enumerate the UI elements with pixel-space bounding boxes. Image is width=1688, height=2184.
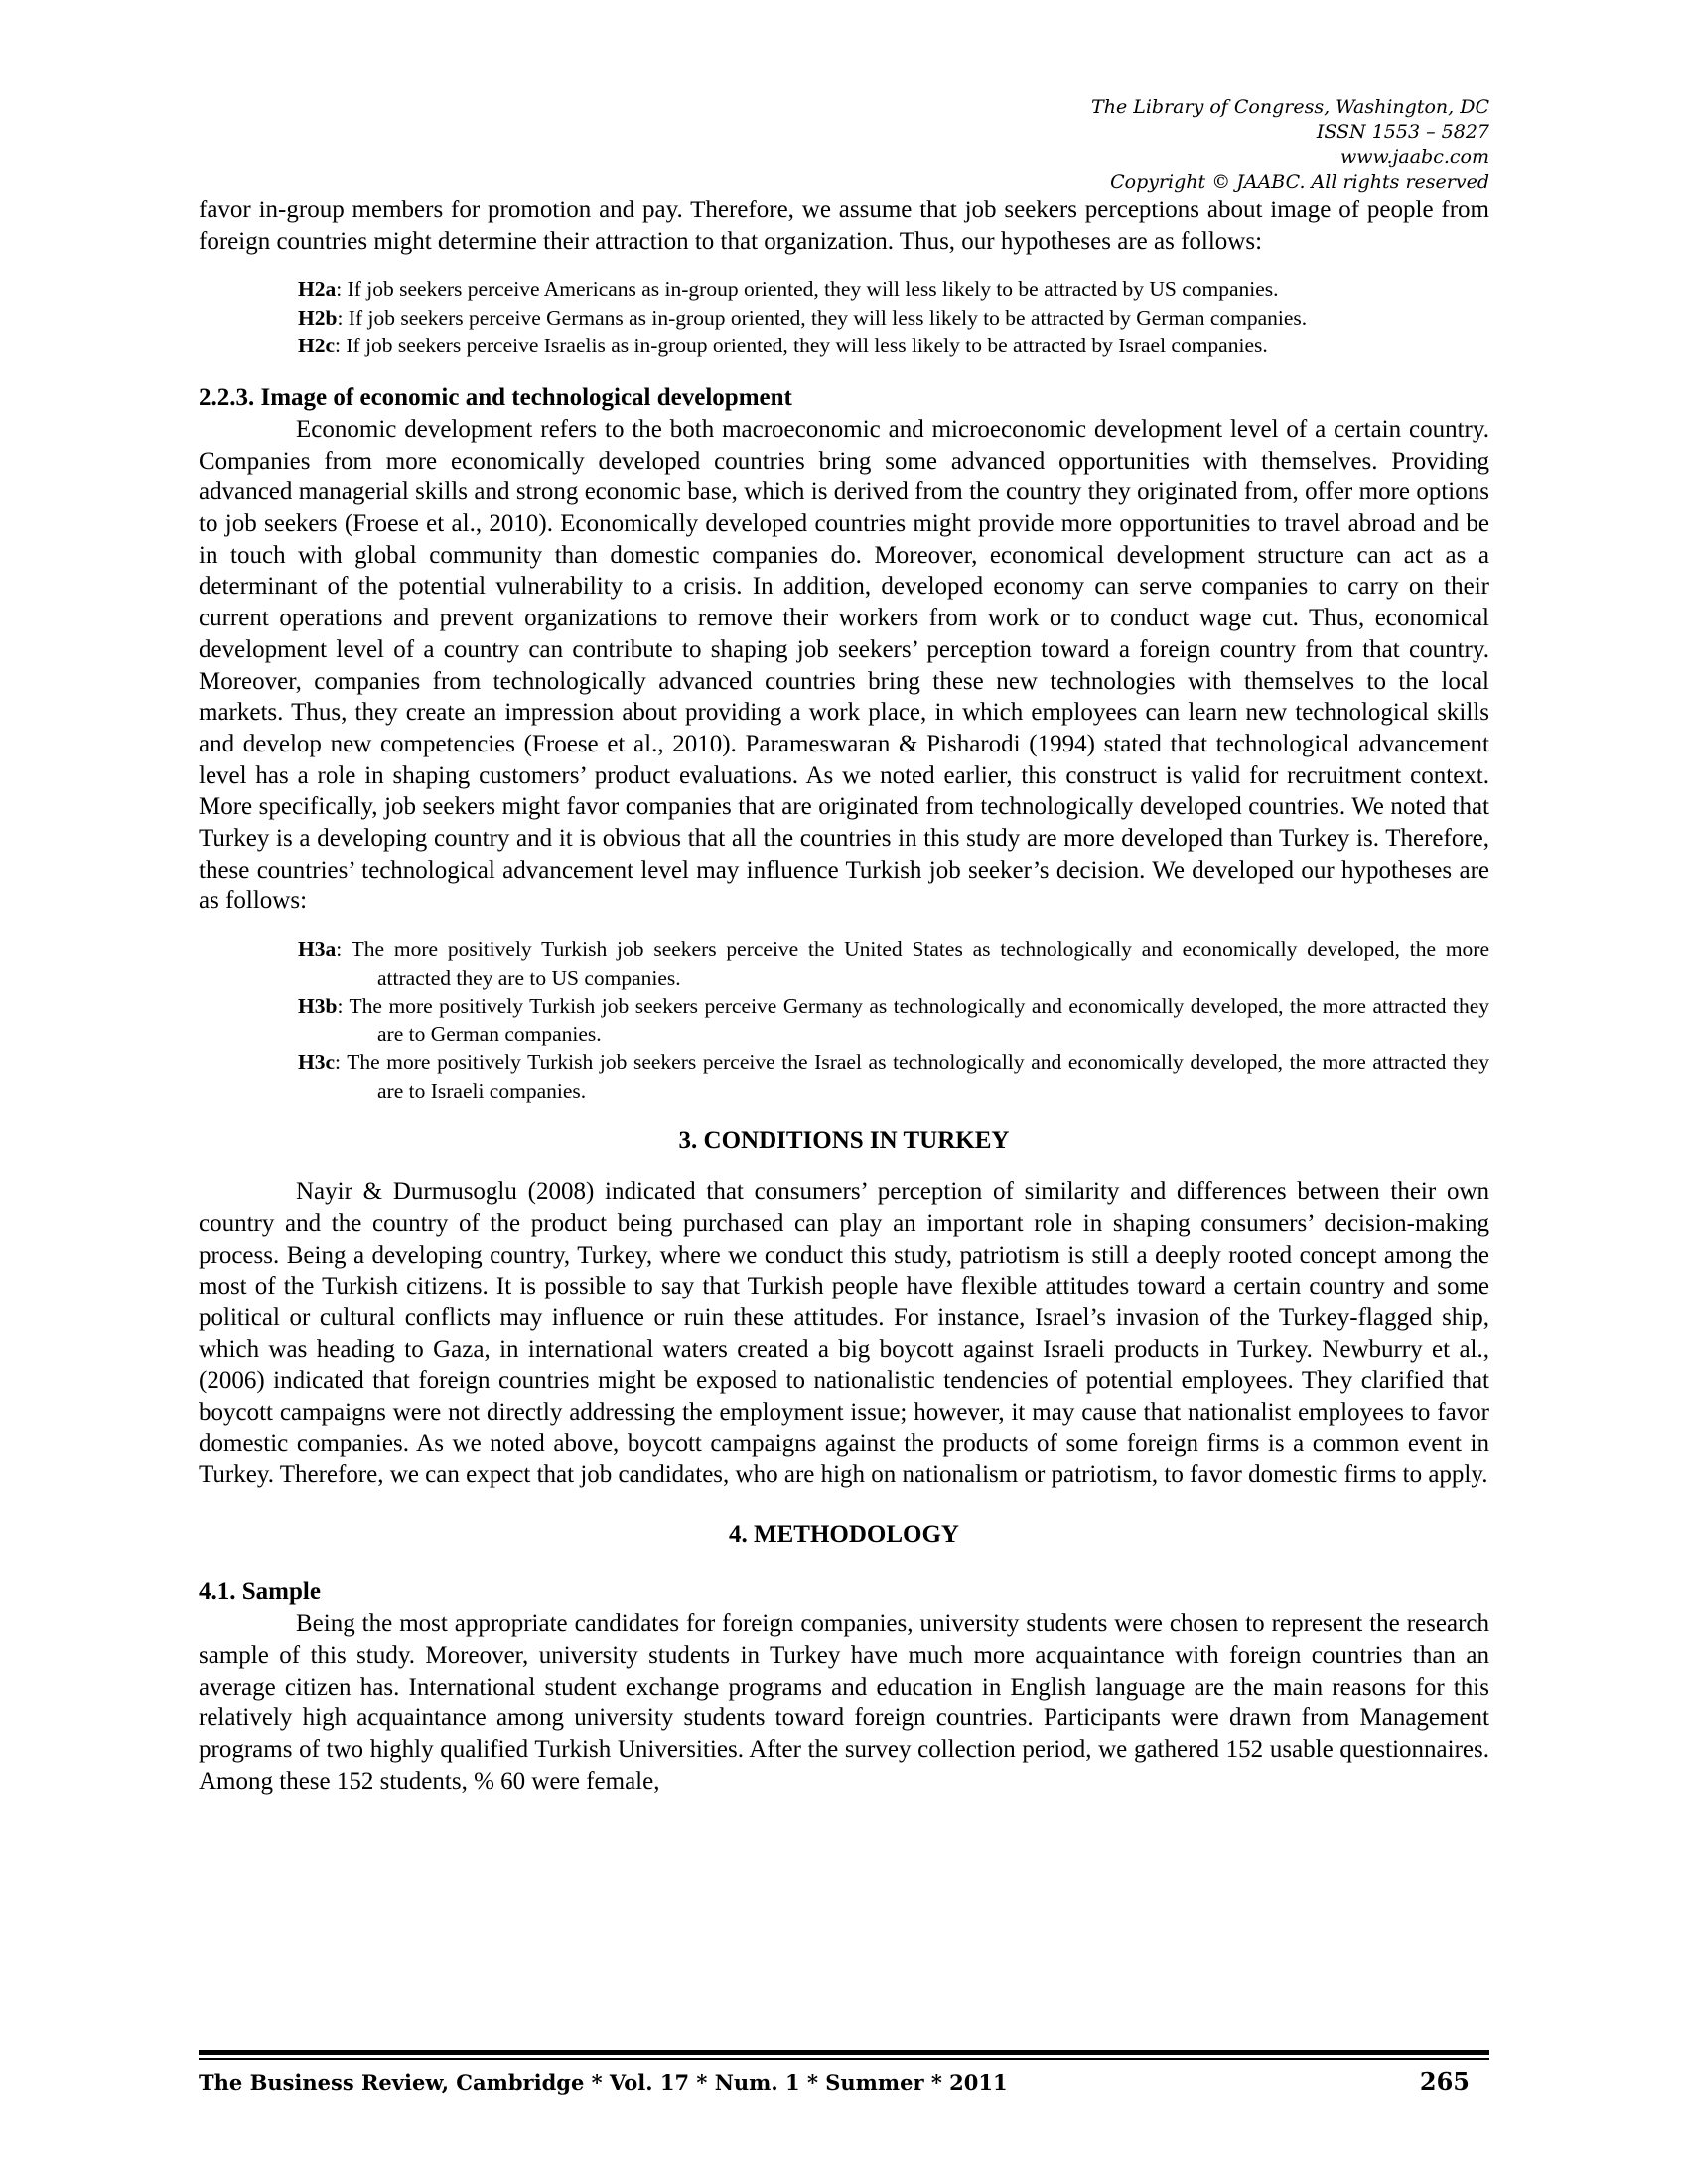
- section-heading-4: 4. METHODOLOGY: [729, 1521, 959, 1549]
- page-content: [199, 95, 1489, 1797]
- hypothesis-text: : If job seekers perceive Germans as in-group oriented, they will less likely to be attracted by German companies.: [337, 305, 1308, 330]
- hypothesis-text: : The more positively Turkish job seekers perceive the United States as technologically and economically developed, the more attracted they are to US companies.: [336, 937, 1489, 990]
- section-heading-4-1: 4.1. Sample: [199, 1578, 321, 1606]
- hypothesis-text: : The more positively Turkish job seekers perceive the Israel as technologically and economically developed, the more attracted they are to Israeli companies.: [335, 1050, 1489, 1103]
- hypothesis-label: H2a: [298, 277, 337, 302]
- footer-rule-thick: [199, 2050, 1489, 2055]
- footer-journal: The Business Review, Cambridge * Vol. 17 * Num. 1 * Summer * 2011: [199, 2070, 1008, 2095]
- section-heading-3: 3. CONDITIONS IN TURKEY: [678, 1127, 1010, 1155]
- hypothesis-label: H3b: [298, 994, 338, 1019]
- page-footer: [199, 2067, 1489, 2096]
- section-4-1-paragraph: Being the most appropriate candidates for foreign companies, university students were chosen to represent the research sample of this study. Moreover, university students in Turkey have much more acquaintance with foreign countries than an average citizen has. International student exchange programs and education in English language are the main reasons for this relatively high acquaintance among university students toward foreign countries. Participants were drawn from Management programs of two highly qualified Turkish Universities. After the survey collection period, we gathered 152 usable questionnaires. Among these 152 students, % 60 were female,: [199, 1610, 1489, 1795]
- hypothesis-text: : If job seekers perceive Israelis as in-group oriented, they will less likely to be attracted by Israel companies.: [335, 334, 1268, 358]
- hypothesis-text: : The more positively Turkish job seekers perceive Germany as technologically and economically developed, the more attracted they are to German companies.: [337, 994, 1489, 1046]
- hypothesis-label: H2c: [298, 334, 336, 358]
- footer-rule-thin: [199, 2058, 1489, 2060]
- journal-header: [199, 95, 1489, 195]
- hypothesis-text: : If job seekers perceive Americans as in-group oriented, they will less likely to be attracted by US companies.: [336, 277, 1279, 302]
- hypothesis-h3c: [298, 1048, 1489, 1105]
- section-3-paragraph: Nayir & Durmusoglu (2008) indicated that consumers’ perception of similarity and differences between their own country and the country of the product being purchased can play an important role in shaping consumers’ decision-making process. Being a developing country, Turkey, where we conduct this study, patriotism is still a deeply rooted concept among the most of the Turkish citizens. It is possible to say that Turkish people have flexible attitudes toward a certain country and some political or cultural conflicts may influence or ruin these attitudes. For instance, Israel’s invasion of the Turkey-flagged ship, which was heading to Gaza, in international waters created a big boycott against Israeli products in Turkey. Newburry et al., (2006) indicated that foreign countries might be exposed to nationalistic tendencies of potential employees. They clarified that boycott campaigns were not directly addressing the employment issue; however, it may cause that nationalist employees to favor domestic companies. As we noted above, boycott campaigns against the products of some foreign firms is a common event in Turkey. Therefore, we can expect that job candidates, who are high on nationalism or patriotism, to favor domestic firms to apply.: [199, 1178, 1489, 1489]
- page-number: 265: [1419, 2067, 1470, 2096]
- header-line-2: ISSN 1553 – 5827: [1316, 121, 1489, 143]
- header-line-3: www.jaabc.com: [1339, 146, 1489, 168]
- hypothesis-h3b: [298, 992, 1489, 1048]
- section-2-2-3-paragraph: Economic development refers to the both macroeconomic and microeconomic development level of a certain country. Companies from more economically developed countries bring some advanced opportunities with themselves. Providing advanced managerial skills and strong economic base, which is derived from the country they originated from, offer more options to job seekers (Froese et al., 2010). Economically developed countries might provide more opportunities to travel abroad and be in touch with global community than domestic companies do. Moreover, economical development structure can act as a determinant of the potential vulnerability to a crisis. In addition, developed economy can serve companies to carry on their current operations and prevent organizations to remove their workers from work or to conduct wage cut. Thus, economical development level of a country can contribute to shaping job seekers’ perception toward a foreign country from that country. Moreover, companies from technologically advanced countries bring these new technologies with themselves to the local markets. Thus, they create an impression about providing a work place, in which employees can learn new technological skills and develop new competencies (Froese et al., 2010). Parameswaran & Pisharodi (1994) stated that technological advancement level has a role in shaping customers’ product evaluations. As we noted earlier, this construct is valid for recruitment context. More specifically, job seekers might favor companies that are originated from technologically developed countries. We noted that Turkey is a developing country and it is obvious that all the countries in this study are more developed than Turkey is. Therefore, these countries’ technological advancement level may influence Turkish job seeker’s decision. We developed our hypotheses are as follows:: [199, 415, 1489, 915]
- section-heading-2-2-3: 2.2.3. Image of economic and technological development: [199, 383, 792, 411]
- hypothesis-label: H2b: [298, 305, 338, 330]
- hypothesis-h2b: [298, 304, 1489, 333]
- hypothesis-label: H3a: [298, 937, 337, 962]
- hypothesis-h2c: [298, 332, 1489, 360]
- intro-paragraph: favor in-group members for promotion and pay. Therefore, we assume that job seekers perceptions about image of people from foreign countries might determine their attraction to that organization. Thus, our hypotheses are as follows:: [199, 197, 1489, 255]
- header-line-4: Copyright © JAABC. All rights reserved: [1110, 171, 1489, 193]
- header-line-1: The Library of Congress, Washington, DC: [1091, 96, 1489, 118]
- hypothesis-h2a: [298, 275, 1489, 304]
- hypothesis-label: H3c: [298, 1050, 336, 1075]
- hypothesis-h3a: [298, 935, 1489, 992]
